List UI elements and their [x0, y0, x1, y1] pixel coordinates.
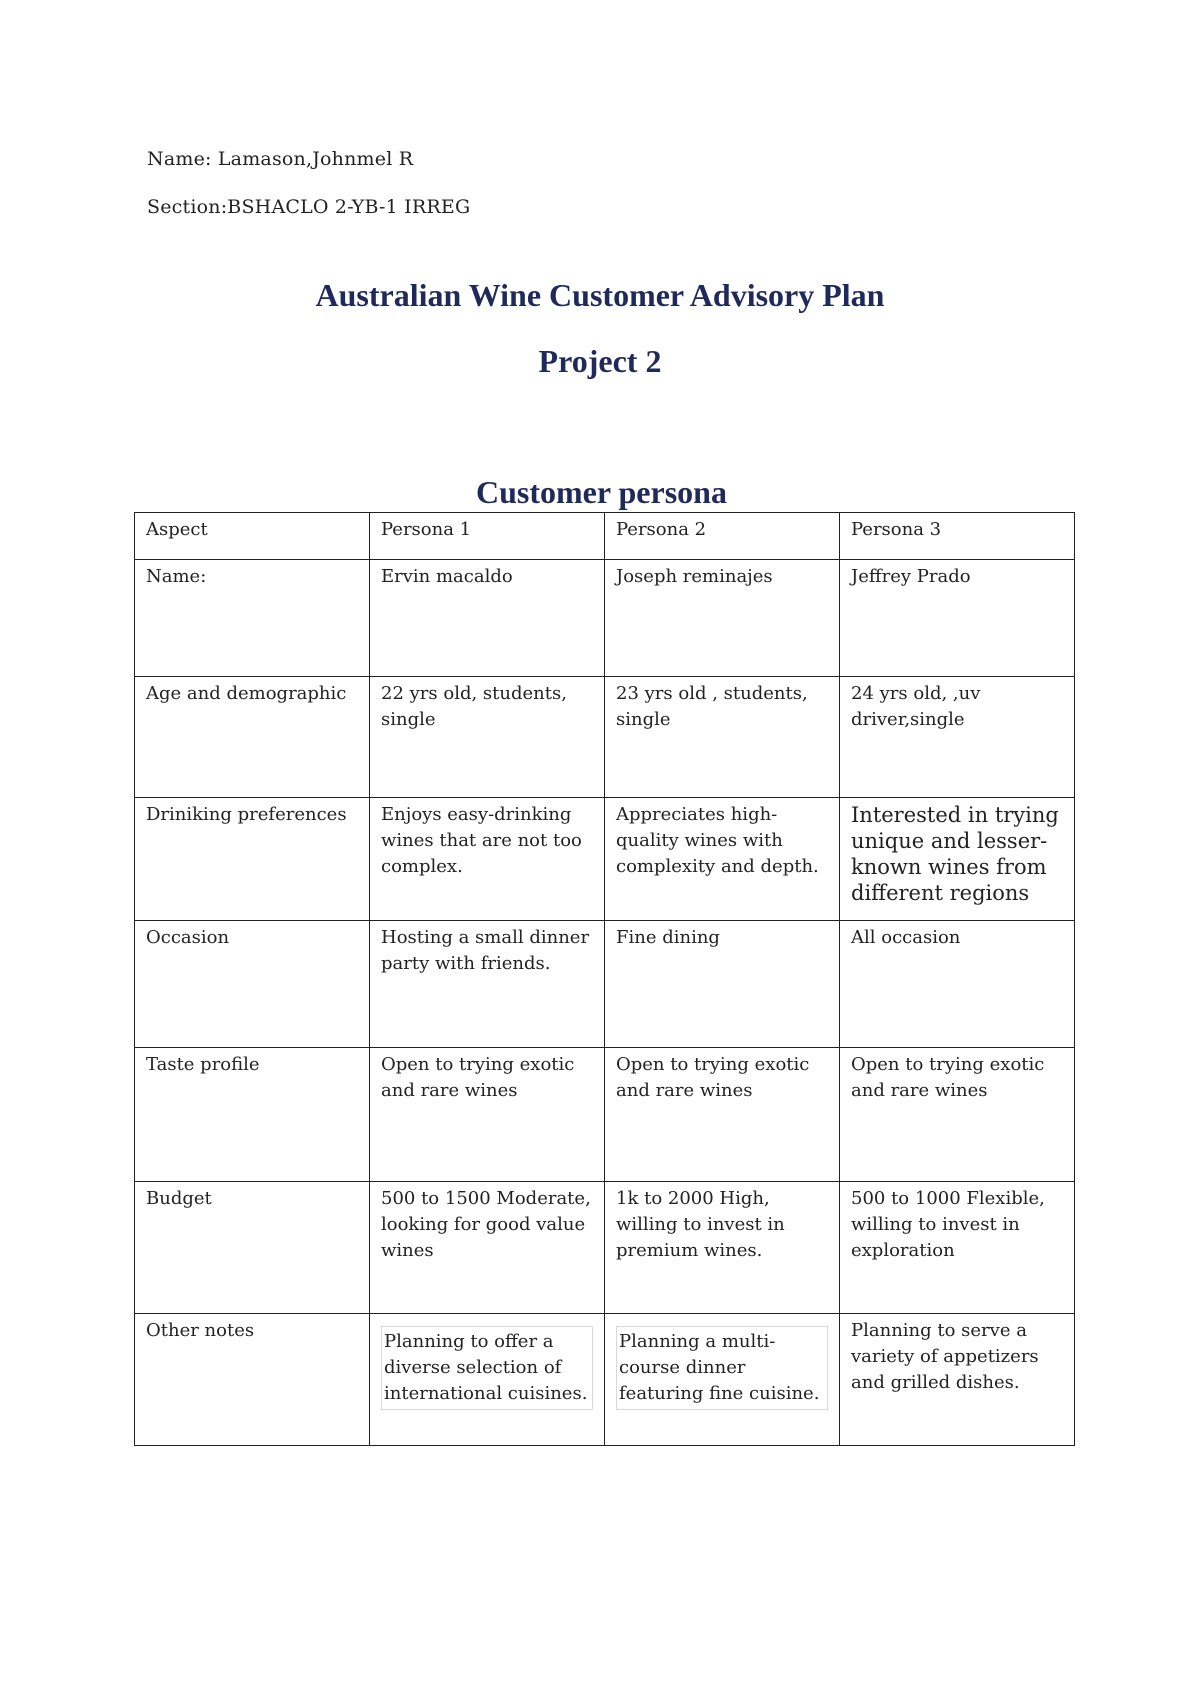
table-cell: Joseph reminajes	[605, 560, 840, 677]
persona-table	[134, 512, 1075, 1446]
table-cell: Open to trying exotic and rare wines	[605, 1048, 840, 1182]
table-row-other-notes	[135, 1314, 1075, 1446]
table-cell	[370, 1314, 605, 1446]
table-cell: Driniking preferences	[135, 798, 370, 921]
table-cell: Age and demographic	[135, 677, 370, 798]
table-cell: Fine dining	[605, 921, 840, 1048]
student-name: Name: Lamason,Johnmel R	[147, 148, 414, 170]
table-row-drinking-preferences	[135, 798, 1075, 921]
table-cell	[605, 1314, 840, 1446]
document-title: Australian Wine Customer Advisory Plan	[315, 277, 885, 313]
table-cell: Jeffrey Prado	[840, 560, 1075, 677]
table-cell: Interested in trying unique and lesser-known wines from different regions	[840, 798, 1075, 921]
table-header-row	[135, 513, 1075, 560]
table-cell: Other notes	[135, 1314, 370, 1446]
table-cell: Appreciates high-quality wines with complexity and depth.	[605, 798, 840, 921]
header-cell-persona-3: Persona 3	[840, 513, 1075, 560]
table-cell: Hosting a small dinner party with friends.	[370, 921, 605, 1048]
table-cell: Name:	[135, 560, 370, 677]
table-row-occasion	[135, 921, 1075, 1048]
document-subtitle: Project 2	[538, 343, 662, 379]
table-cell: All occasion	[840, 921, 1075, 1048]
table-cell: 1k to 2000 High, willing to invest in premium wines.	[605, 1182, 840, 1314]
table-cell: Budget	[135, 1182, 370, 1314]
table-cell: Occasion	[135, 921, 370, 1048]
table-cell: Planning to serve a variety of appetizers and grilled dishes.	[840, 1314, 1075, 1446]
student-section: Section:BSHACLO 2-YB-1 IRREG	[147, 196, 471, 218]
table-cell: 22 yrs old, students, single	[370, 677, 605, 798]
header-cell-persona-1: Persona 1	[370, 513, 605, 560]
table-cell: 24 yrs old, ,uv driver,single	[840, 677, 1075, 798]
header-cell-aspect: Aspect	[135, 513, 370, 560]
table-cell: Open to trying exotic and rare wines	[370, 1048, 605, 1182]
note-text: Planning to offer a diverse selection of international cuisines.	[381, 1326, 593, 1410]
header-cell-persona-2: Persona 2	[605, 513, 840, 560]
table-cell: Open to trying exotic and rare wines	[840, 1048, 1075, 1182]
table-row-age	[135, 677, 1075, 798]
table-cell: Ervin macaldo	[370, 560, 605, 677]
table-cell: 500 to 1000 Flexible, willing to invest in exploration	[840, 1182, 1075, 1314]
table-row-taste-profile	[135, 1048, 1075, 1182]
table-row-budget	[135, 1182, 1075, 1314]
table-cell: Taste profile	[135, 1048, 370, 1182]
table-cell: Enjoys easy-drinking wines that are not too complex.	[370, 798, 605, 921]
table-row-name	[135, 560, 1075, 677]
table-cell: 500 to 1500 Moderate, looking for good value wines	[370, 1182, 605, 1314]
note-text: Planning a multi-course dinner featuring fine cuisine.	[616, 1326, 828, 1410]
table-cell: 23 yrs old , students, single	[605, 677, 840, 798]
table-title: Customer persona	[476, 474, 727, 510]
